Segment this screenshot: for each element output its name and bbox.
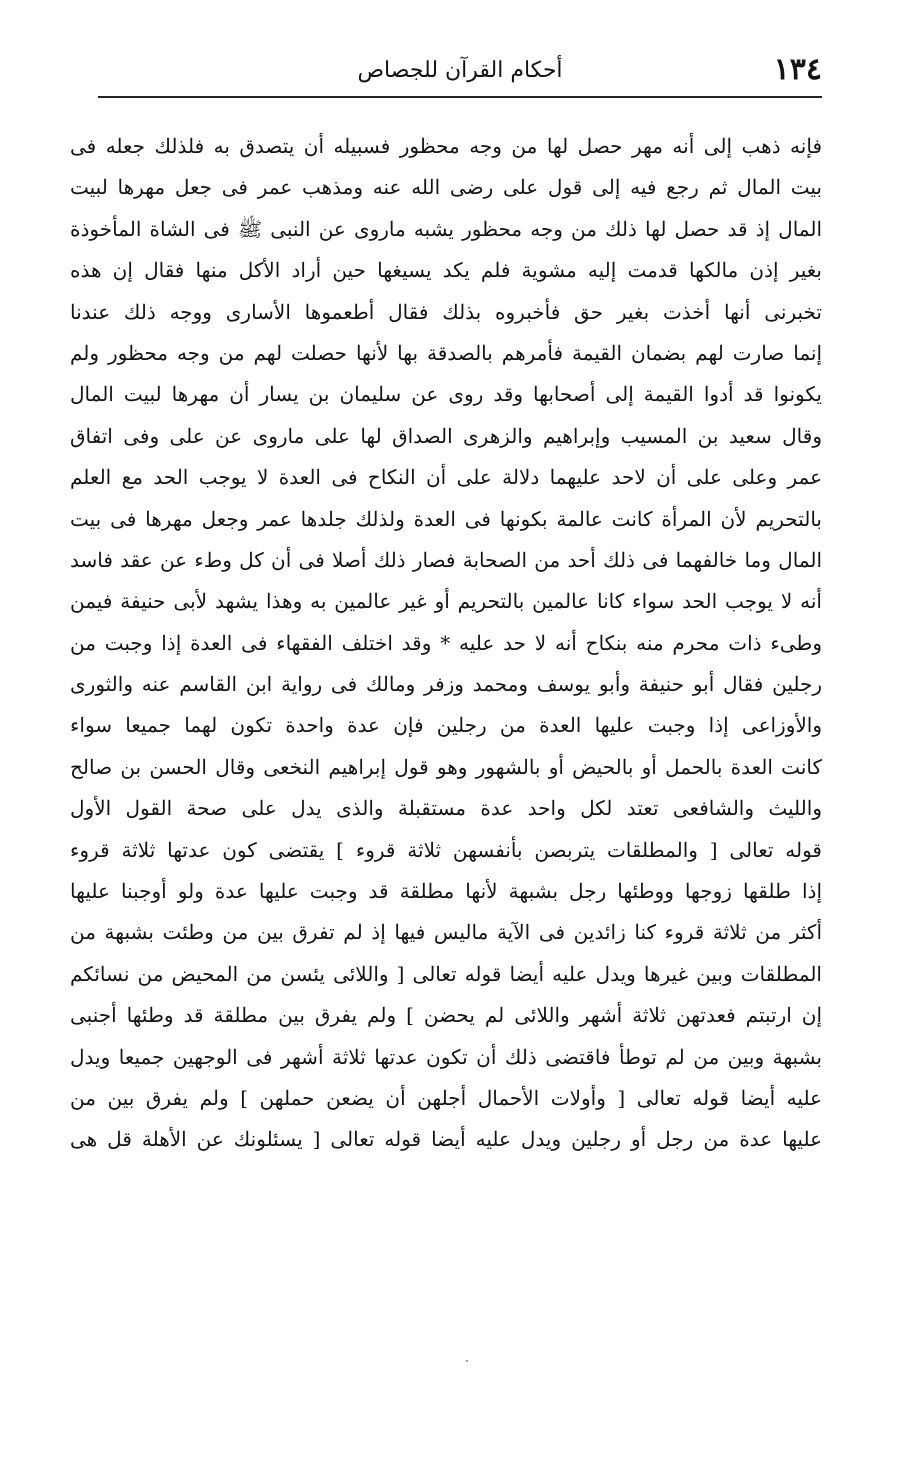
header-rule xyxy=(98,96,822,98)
text-line: والليث والشافعى تعتد لكل واحد عدة مستقبلة والذى يدل على صحة القول الأول xyxy=(70,796,822,821)
text-line: بيت المال ثم رجع فيه إلى قول على رضى الله عنه ومذهب عمر فى جعل مهرها لبيت xyxy=(70,175,822,200)
text-line: بالتحريم لأن المرأة كانت عالمة بكونها فى العدة ولذلك جلدها عمر وجعل مهرها فى بيت xyxy=(70,506,822,531)
text-line: المال وما خالفهما فى ذلك أحد من الصحابة فصار ذلك أصلا فى أن كل وطء عن عقد فاسد xyxy=(70,547,822,572)
text-line: وقال سعيد بن المسيب وإبراهيم والزهرى الصداق لها على ماروى عن على وفى اتفاق xyxy=(70,423,822,448)
text-line: إن ارتبتم فعدتهن ثلاثة أشهر واللائى لم يحضن ] ولم يفرق بين مطلقة قد وطئها أجنبى xyxy=(70,1003,822,1028)
body-text xyxy=(70,126,822,1161)
text-line: عمر وعلى على أن لاحد عليهما دلالة على أن النكاح فى العدة لا يوجب الحد مع العلم xyxy=(70,465,822,490)
text-line: رجلين فقال أبو حنيفة وأبو يوسف ومحمد وزفر ومالك فى رواية ابن القاسم عنه والثورى xyxy=(70,672,822,697)
running-title: أحكام القرآن للجصاص xyxy=(357,58,563,83)
text-line: قوله تعالى [ والمطلقات يتربصن بأنفسهن ثلاثة قروء ] يقتضى كون عدتها ثلاثة قروء xyxy=(70,837,822,862)
text-line: تخبرنى أنها أخذت بغير حق فأخبروه بذلك فقال أطعموها الأسارى ووجه ذلك عندنا xyxy=(70,299,822,324)
page-number: ١٣٤ xyxy=(773,52,822,87)
text-line: عليها عدة من رجل أو رجلين ويدل عليه أيضا قوله تعالى [ يسئلونك عن الأهلة قل هى xyxy=(70,1127,822,1152)
text-line: أكثر من ثلاثة قروء كنا زائدين فى الآية ماليس فيها إذ لم تفرق بين من وطئت بشبهة من xyxy=(70,920,822,945)
text-line: بغير إذن مالكها قدمت إليه مشوية فلم يكد يسيغها حين أراد الأكل منها فقال إن هذه xyxy=(70,258,822,283)
text-line: وطىء ذات محرم منه بنكاح أنه لا حد عليه * وقد اختلف الفقهاء فى العدة إذا وجبت من xyxy=(70,630,822,655)
text-line: المطلقات وبين غيرها ويدل عليه أيضا قوله تعالى [ واللائى يئسن من المحيض من نسائكم xyxy=(70,961,822,986)
text-line: فإنه ذهب إلى أنه مهر حصل لها من وجه محظور فسبيله أن يتصدق به فلذلك جعله فى xyxy=(70,134,822,158)
scan-speck xyxy=(466,1360,468,1362)
text-line: والأوزاعى إذا وجبت عليها العدة من رجلين فإن عدة واحدة تكون لهما جميعا سواء xyxy=(70,713,822,738)
text-line: أنه لا يوجب الحد سواء كانا عالمين بالتحريم أو غير عالمين به وهذا يشهد لأبى حنيفة فيمن xyxy=(70,589,822,614)
text-line: بشبهة وبين من لم توطأ فاقتضى ذلك أن تكون عدتها ثلاثة أشهر فى الوجهين جميعا ويدل xyxy=(70,1044,822,1069)
text-line: إنما صارت لهم بضمان القيمة فأمرهم بالصدقة بها لأنها حصلت لهم من وجه محظور ولم xyxy=(70,340,822,365)
page-header xyxy=(98,48,822,98)
text-line: كانت العدة بالحمل أو بالحيض أو بالشهور وهو قول إبراهيم النخعى وقال الحسن بن صالح xyxy=(70,754,822,779)
text-line: يكونوا قد أدوا القيمة إلى أصحابها وقد روى عن سليمان بن يسار أن مهرها لبيت المال xyxy=(70,382,822,407)
text-line: المال إذ قد حصل لها ذلك من وجه محظور يشبه ماروى عن النبى ﷺ فى الشاة المأخوذة xyxy=(70,216,822,241)
text-line: عليه أيضا قوله تعالى [ وأولات الأحمال أجلهن أن يضعن حملهن ] ولم يفرق بين من xyxy=(70,1085,822,1110)
text-line: إذا طلقها زوجها ووطئها رجل بشبهة لأنها مطلقة قد وجبت عليها عدة ولو أوجبنا عليها xyxy=(70,879,822,904)
